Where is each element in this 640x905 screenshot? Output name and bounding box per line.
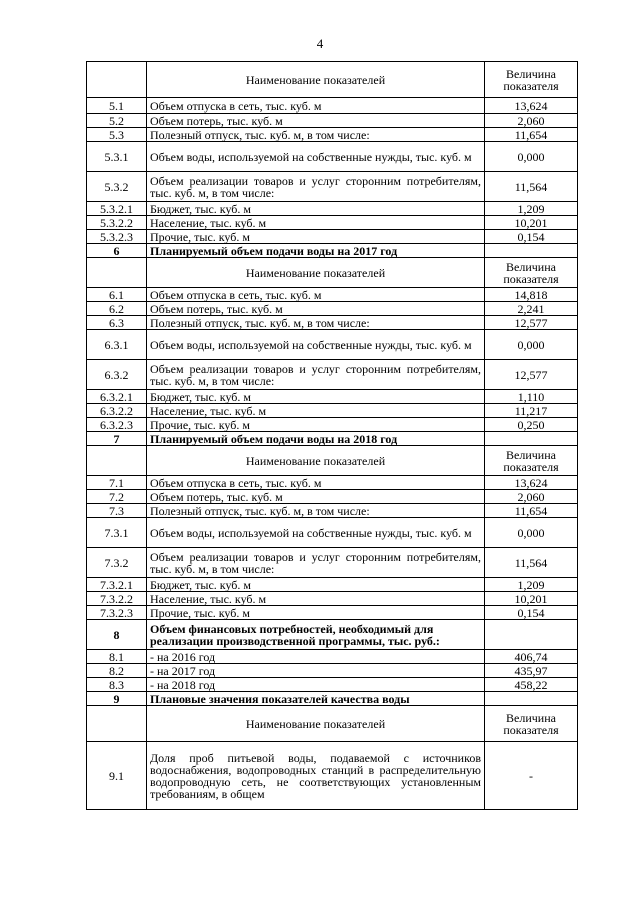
section-row: [87, 244, 578, 258]
column-header-value: Величина показателя: [485, 446, 578, 476]
row-number: 5.3.2.3: [87, 230, 147, 244]
indicator-value: 11,654: [485, 504, 578, 518]
indicator-name: - на 2016 год: [147, 650, 485, 664]
row-number: 7.3: [87, 504, 147, 518]
table-row: [87, 490, 578, 504]
table-row: [87, 114, 578, 128]
table-row: [87, 142, 578, 172]
row-number: 5.1: [87, 98, 147, 114]
table-row: [87, 518, 578, 548]
indicator-name: Объем потерь, тыс. куб. м: [147, 302, 485, 316]
indicator-value: 1,209: [485, 202, 578, 216]
row-number: 5.2: [87, 114, 147, 128]
row-number: 6.3.2: [87, 360, 147, 390]
indicator-name: Население, тыс. куб. м: [147, 216, 485, 230]
indicator-value: 12,577: [485, 316, 578, 330]
indicator-value: 435,97: [485, 664, 578, 678]
indicator-name: - на 2017 год: [147, 664, 485, 678]
indicator-value: 0,000: [485, 518, 578, 548]
row-number: 8.2: [87, 664, 147, 678]
table-row: [87, 288, 578, 302]
row-number: 5.3.2.2: [87, 216, 147, 230]
table-row: [87, 128, 578, 142]
indicator-value: 0,154: [485, 606, 578, 620]
row-number: 5.3.1: [87, 142, 147, 172]
header-row: [87, 706, 578, 742]
indicator-name: Планируемый объем подачи воды на 2018 год: [147, 432, 485, 446]
header-row: [87, 446, 578, 476]
indicator-value: 0,000: [485, 142, 578, 172]
indicator-value: 0,250: [485, 418, 578, 432]
row-number: 5.3: [87, 128, 147, 142]
indicator-name: Население, тыс. куб. м: [147, 404, 485, 418]
table-row: [87, 678, 578, 692]
table-row: [87, 578, 578, 592]
table-row: [87, 360, 578, 390]
row-number: 8: [87, 620, 147, 650]
table-row: [87, 592, 578, 606]
row-number: 6.3.1: [87, 330, 147, 360]
table-row: [87, 418, 578, 432]
table-row: [87, 404, 578, 418]
indicator-name: Объем реализации товаров и услуг сторонним потребителям, тыс. куб. м, в том числе:: [147, 172, 485, 202]
row-number: 6.3.2.1: [87, 390, 147, 404]
row-number: 6.1: [87, 288, 147, 302]
row-number: 9.1: [87, 742, 147, 810]
row-number: 7.1: [87, 476, 147, 490]
column-header-value: Величина показателя: [485, 706, 578, 742]
indicator-name: Население, тыс. куб. м: [147, 592, 485, 606]
table-row: [87, 316, 578, 330]
table-row: [87, 476, 578, 490]
column-header-name: Наименование показателей: [147, 446, 485, 476]
table-row: [87, 330, 578, 360]
row-number: 5.3.2.1: [87, 202, 147, 216]
indicator-name: Объем потерь, тыс. куб. м: [147, 490, 485, 504]
table-row: [87, 216, 578, 230]
indicator-value: 14,818: [485, 288, 578, 302]
indicator-value: 10,201: [485, 592, 578, 606]
indicator-name: Объем отпуска в сеть, тыс. куб. м: [147, 288, 485, 302]
indicator-name: Плановые значения показателей качества воды: [147, 692, 485, 706]
indicator-name: Объем финансовых потребностей, необходимый для реализации производственной программы, тыс. руб.:: [147, 620, 485, 650]
indicator-value: 0,000: [485, 330, 578, 360]
row-number: 6.3.2.3: [87, 418, 147, 432]
table-row: [87, 390, 578, 404]
row-number: 8.3: [87, 678, 147, 692]
table-row: [87, 664, 578, 678]
row-number: [87, 258, 147, 288]
row-number: 5.3.2: [87, 172, 147, 202]
indicator-value: 2,241: [485, 302, 578, 316]
indicator-name: Полезный отпуск, тыс. куб. м, в том числе:: [147, 316, 485, 330]
column-header-name: Наименование показателей: [147, 258, 485, 288]
indicator-name: Объем отпуска в сеть, тыс. куб. м: [147, 476, 485, 490]
indicator-value: 458,22: [485, 678, 578, 692]
column-header-name: Наименование показателей: [147, 62, 485, 98]
indicator-name: Объем реализации товаров и услуг сторонним потребителям, тыс. куб. м, в том числе:: [147, 360, 485, 390]
indicator-value: -: [485, 742, 578, 810]
indicator-name: Объем воды, используемой на собственные нужды, тыс. куб. м: [147, 142, 485, 172]
row-number: 7.3.2.1: [87, 578, 147, 592]
table-row: [87, 202, 578, 216]
table-row: [87, 230, 578, 244]
indicator-value: 406,74: [485, 650, 578, 664]
indicator-value: 1,110: [485, 390, 578, 404]
table-row: [87, 742, 578, 810]
indicator-name: Объем потерь, тыс. куб. м: [147, 114, 485, 128]
indicator-value: [485, 620, 578, 650]
table-row: [87, 302, 578, 316]
indicator-name: Объем воды, используемой на собственные нужды, тыс. куб. м: [147, 518, 485, 548]
indicator-name: - на 2018 год: [147, 678, 485, 692]
row-number: 7: [87, 432, 147, 446]
table-row: [87, 98, 578, 114]
row-number: [87, 706, 147, 742]
indicator-value: 2,060: [485, 114, 578, 128]
indicator-name: Доля проб питьевой воды, подаваемой с источников водоснабжения, водопроводных станций в распределительную водопроводную сеть, не соответствующих установленным требованиям, в общем: [147, 742, 485, 810]
indicator-name: Объем воды, используемой на собственные нужды, тыс. куб. м: [147, 330, 485, 360]
indicator-value: 10,201: [485, 216, 578, 230]
indicator-value: [485, 432, 578, 446]
row-number: [87, 62, 147, 98]
row-number: 6.2: [87, 302, 147, 316]
table-row: [87, 172, 578, 202]
column-header-name: Наименование показателей: [147, 706, 485, 742]
indicator-name: Бюджет, тыс. куб. м: [147, 390, 485, 404]
column-header-value: Величина показателя: [485, 258, 578, 288]
indicator-value: [485, 244, 578, 258]
indicator-name: Объем реализации товаров и услуг сторонним потребителям, тыс. куб. м, в том числе:: [147, 548, 485, 578]
row-number: 9: [87, 692, 147, 706]
indicator-name: Планируемый объем подачи воды на 2017 год: [147, 244, 485, 258]
row-number: 7.3.2: [87, 548, 147, 578]
indicator-name: Полезный отпуск, тыс. куб. м, в том числе:: [147, 504, 485, 518]
indicator-name: Бюджет, тыс. куб. м: [147, 202, 485, 216]
indicator-value: 11,654: [485, 128, 578, 142]
indicator-name: Бюджет, тыс. куб. м: [147, 578, 485, 592]
indicator-value: 13,624: [485, 98, 578, 114]
indicator-name: Прочие, тыс. куб. м: [147, 418, 485, 432]
indicator-name: Объем отпуска в сеть, тыс. куб. м: [147, 98, 485, 114]
indicator-name: Полезный отпуск, тыс. куб. м, в том числе:: [147, 128, 485, 142]
indicator-value: 2,060: [485, 490, 578, 504]
indicator-value: 1,209: [485, 578, 578, 592]
row-number: 8.1: [87, 650, 147, 664]
row-number: 6.3: [87, 316, 147, 330]
section-row: [87, 620, 578, 650]
header-row: [87, 258, 578, 288]
indicator-value: 12,577: [485, 360, 578, 390]
row-number: 6.3.2.2: [87, 404, 147, 418]
section-row: [87, 692, 578, 706]
table-row: [87, 606, 578, 620]
row-number: 6: [87, 244, 147, 258]
indicator-name: Прочие, тыс. куб. м: [147, 230, 485, 244]
row-number: 7.2: [87, 490, 147, 504]
table-row: [87, 548, 578, 578]
indicator-value: 11,564: [485, 548, 578, 578]
indicator-value: 11,564: [485, 172, 578, 202]
row-number: 7.3.2.2: [87, 592, 147, 606]
indicators-table: [86, 61, 578, 810]
indicator-value: [485, 692, 578, 706]
row-number: 7.3.2.3: [87, 606, 147, 620]
indicator-name: Прочие, тыс. куб. м: [147, 606, 485, 620]
indicator-value: 0,154: [485, 230, 578, 244]
section-row: [87, 432, 578, 446]
column-header-value: Величина показателя: [485, 62, 578, 98]
row-number: [87, 446, 147, 476]
header-row: [87, 62, 578, 98]
indicator-value: 11,217: [485, 404, 578, 418]
indicator-value: 13,624: [485, 476, 578, 490]
table-row: [87, 650, 578, 664]
row-number: 7.3.1: [87, 518, 147, 548]
table-row: [87, 504, 578, 518]
page-number: 4: [316, 36, 324, 51]
